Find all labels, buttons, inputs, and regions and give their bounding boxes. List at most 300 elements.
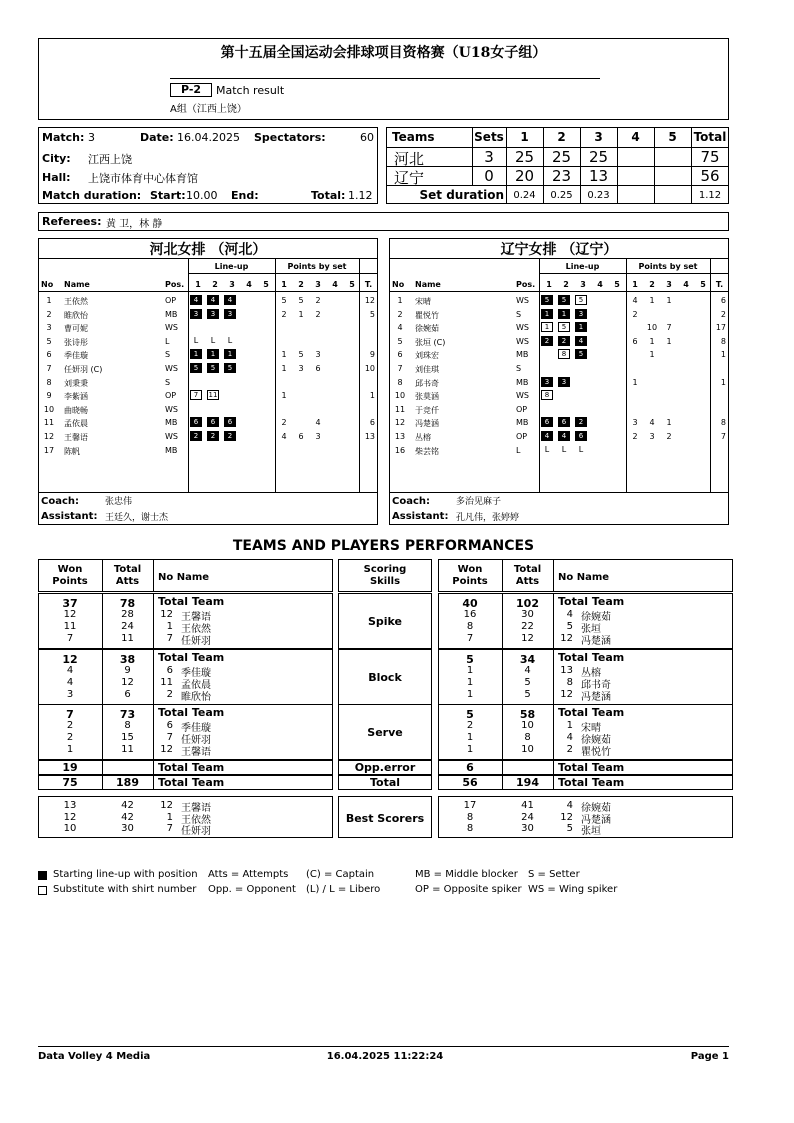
legend-atts: Atts = Attempts: [208, 869, 289, 880]
score-col-divider: [617, 186, 618, 204]
substitute-box: L: [544, 444, 550, 454]
roster-col-divider: [539, 258, 540, 492]
player-position: WS: [165, 364, 178, 373]
roster-title-divider: [389, 258, 729, 259]
player-number: 11: [43, 418, 55, 428]
player-name: 宋晴: [581, 723, 601, 734]
starting-position-box: 3: [190, 309, 202, 319]
player-number: 2: [397, 309, 403, 319]
lineup-set-header: 5: [263, 280, 269, 289]
points-per-set: 3: [632, 418, 638, 428]
set-duration: 0.25: [550, 190, 573, 201]
start-value: 10.00: [186, 189, 218, 202]
player-won: 7: [466, 633, 474, 645]
player-number: 11: [394, 404, 406, 414]
best-atts: 30: [521, 823, 534, 834]
left-opp-error: 19: [62, 761, 78, 774]
perf-col-divider: [553, 775, 554, 790]
player-number: 1: [46, 296, 52, 305]
player-name: 徐婉茹: [581, 612, 611, 623]
player-number: 10: [43, 404, 55, 414]
points-per-set: 3: [315, 350, 321, 360]
right-team-won: 5: [466, 653, 474, 666]
player-atts: 4: [524, 665, 531, 676]
roster-coach-divider: [389, 492, 729, 493]
best-atts: 41: [521, 800, 534, 811]
left-total-team-label: Total Team: [158, 595, 225, 608]
left-total-atts: 189: [116, 776, 139, 789]
player-name: 徐婉茹: [415, 324, 439, 334]
points-set-header: 4: [332, 280, 338, 289]
left-team-atts: 38: [119, 653, 136, 666]
player-name: 瞿悦竹: [415, 310, 439, 320]
starting-position-box: 5: [190, 363, 202, 373]
starting-position-box: 5: [207, 363, 219, 373]
player-number: 8: [566, 677, 573, 689]
player-number: 8: [397, 377, 403, 387]
player-name: 张莫涵: [415, 392, 439, 402]
substitute-box: 8: [541, 390, 553, 400]
left-total-team-label: Total Team: [158, 776, 225, 789]
player-atts: 11: [121, 744, 134, 756]
coach-name: 张忠伟: [105, 497, 133, 507]
player-position: WS: [516, 336, 529, 346]
points-set-header: 2: [649, 280, 655, 289]
player-name: 曲晓畅: [64, 405, 88, 415]
roster-col-divider: [275, 258, 276, 492]
player-position: OP: [165, 296, 177, 305]
player-number: 7: [166, 633, 173, 645]
performances-title: TEAMS AND PLAYERS PERFORMANCES: [232, 538, 535, 554]
right-total-team-label: Total Team: [558, 761, 625, 774]
opp-error-label: Opp.error: [354, 761, 416, 774]
player-total: 8: [720, 336, 726, 346]
player-name: 邱书奇: [581, 680, 611, 692]
no-header: No: [41, 280, 54, 289]
player-won: 11: [63, 621, 77, 633]
player-name: 睢欣怡: [181, 692, 211, 704]
match-date: 16.04.2025: [177, 131, 240, 144]
score-sets: 0: [484, 167, 494, 185]
roster-subheader-divider: [539, 273, 729, 274]
total-label: Total:: [311, 189, 346, 202]
best-number: 12: [560, 811, 573, 823]
best-won: 8: [466, 823, 474, 834]
player-position: MB: [165, 445, 178, 455]
score-total: 56: [700, 167, 720, 185]
best-atts: 30: [121, 823, 134, 834]
footer-line: [38, 1046, 729, 1047]
best-name: 任妍羽: [181, 826, 211, 837]
starting-position-box: 1: [224, 349, 236, 359]
player-won: 1: [466, 689, 474, 701]
player-number: 12: [560, 633, 573, 645]
assistant-name: 孔凡伟，张婷婷: [456, 513, 520, 523]
best-name: 徐婉茹: [581, 803, 611, 814]
name-header: Name: [64, 280, 90, 289]
player-name: 陈帆: [64, 446, 80, 456]
best-number: 4: [566, 800, 573, 811]
pool-name: A组（江西上饶）: [170, 104, 247, 115]
player-atts: 10: [521, 720, 534, 731]
date-label: Date:: [140, 131, 174, 144]
score-header: Teams: [392, 130, 435, 144]
substitute-box: L: [227, 335, 233, 345]
best-name: 张垣: [581, 826, 601, 837]
starting-position-box: 3: [207, 309, 219, 319]
player-number: 12: [43, 432, 55, 441]
player-total: 12: [364, 296, 375, 305]
team-title: 河北女排 （河北）: [149, 242, 267, 258]
player-position: OP: [516, 404, 528, 414]
player-atts: 6: [124, 689, 131, 701]
substitute-box: 8: [558, 349, 570, 359]
coach-label: Coach:: [392, 496, 431, 507]
roster-subheader-divider: [188, 273, 378, 274]
best-won: 13: [63, 800, 77, 811]
starting-position-box: 4: [575, 336, 587, 346]
player-position: WS: [516, 323, 529, 333]
referees-label: Referees:: [42, 215, 102, 228]
starting-position-box: 3: [558, 377, 570, 387]
score-total: 75: [700, 148, 720, 166]
player-won: 1: [66, 744, 74, 756]
player-name: 张垣: [581, 624, 601, 636]
roster-col-divider: [359, 258, 360, 492]
starting-position-box: 2: [541, 336, 553, 346]
points-per-set: 1: [281, 364, 287, 373]
starting-position-box: 2: [224, 431, 236, 441]
right-total-team-label: Total Team: [558, 706, 625, 719]
player-name: 冯楚涵: [415, 419, 439, 429]
best-scorers-label: Best Scorers: [345, 812, 425, 825]
player-total: 2: [720, 309, 726, 319]
player-name: 任妍羽: [181, 636, 211, 648]
player-number: 4: [566, 609, 573, 620]
city-value: 江西上饶: [88, 153, 132, 166]
player-position: L: [516, 445, 521, 455]
perf-col-divider: [553, 649, 554, 705]
legend-sub-swatch: [38, 886, 47, 895]
left-atts-header: Total Atts: [113, 564, 142, 587]
t-header: T.: [364, 280, 373, 289]
player-number: 2: [166, 689, 173, 701]
points-per-set: 7: [666, 323, 672, 333]
player-won: 4: [66, 665, 74, 676]
perf-col-divider: [153, 704, 154, 760]
substitute-box: L: [210, 335, 216, 345]
points-per-set: 2: [315, 309, 321, 319]
match-number: 3: [88, 131, 95, 144]
lineup-set-header: 4: [597, 280, 603, 289]
player-position: S: [516, 364, 522, 373]
city-label: City:: [42, 152, 71, 165]
starting-position-box: 5: [558, 295, 570, 305]
player-atts: 22: [521, 621, 534, 633]
player-won: 7: [66, 633, 74, 645]
player-total: 6: [369, 418, 375, 428]
player-total: 1: [720, 350, 726, 360]
score-s1: 25: [514, 148, 535, 166]
best-won: 10: [63, 823, 77, 834]
left-won-header: Won Points: [52, 564, 88, 587]
player-position: MB: [165, 309, 178, 319]
points-per-set: 1: [649, 336, 655, 346]
player-name: 刘佳琪: [415, 365, 439, 374]
roster-header-divider: [389, 291, 729, 292]
legend-mb: MB = Middle blocker: [415, 869, 518, 880]
set-duration: 0.24: [513, 190, 536, 201]
player-name: 王馨语: [64, 433, 88, 442]
points-set-header: 5: [349, 280, 355, 289]
starting-position-box: 5: [541, 295, 553, 305]
best-won: 17: [463, 800, 477, 811]
hall-label: Hall:: [42, 171, 71, 184]
coach-label: Coach:: [41, 496, 80, 507]
player-name: 曹可妮: [64, 324, 88, 334]
best-atts: 42: [121, 811, 134, 823]
points-per-set: 2: [632, 432, 638, 441]
starting-position-box: 5: [224, 363, 236, 373]
lineup-header: Line-up: [214, 262, 249, 271]
right-team-won: 40: [462, 597, 478, 610]
assistant-label: Assistant:: [392, 511, 449, 522]
player-position: WS: [165, 323, 178, 333]
player-name: 丛榕: [415, 433, 431, 442]
player-name: 宋晴: [415, 297, 431, 306]
starting-position-box: 4: [224, 295, 236, 305]
player-name: 瞿悦竹: [581, 747, 611, 759]
starting-position-box: 6: [224, 417, 236, 427]
roster-col-divider: [710, 258, 711, 492]
substitute-box: 1: [541, 322, 553, 332]
substitute-box: 11: [208, 391, 218, 400]
player-name: 徐婉茹: [581, 735, 611, 747]
footer-left: Data Volley 4 Media: [38, 1051, 151, 1062]
player-name: 王依然: [181, 624, 211, 636]
left-team-won: 37: [62, 597, 78, 610]
points-set-header: 4: [683, 280, 689, 289]
legend-sub: Substitute with shirt number: [53, 884, 197, 895]
perf-col-divider: [502, 760, 503, 775]
legend-start: Starting line-up with position: [53, 869, 198, 880]
roster-coach-divider: [38, 492, 378, 493]
lineup-set-header: 1: [195, 280, 201, 289]
player-total: 10: [364, 364, 375, 373]
lineup-set-header: 2: [212, 280, 218, 289]
roster-title-divider: [38, 258, 378, 259]
player-number: 6: [166, 720, 173, 731]
player-name: 王依然: [64, 297, 88, 306]
starting-position-box: 5: [575, 349, 587, 359]
player-atts: 9: [124, 665, 131, 676]
right-total-team-label: Total Team: [558, 595, 625, 608]
score-s3: 13: [588, 167, 609, 185]
player-name: 王馨语: [181, 612, 211, 623]
player-number: 5: [566, 621, 573, 633]
points-per-set: 5: [298, 296, 304, 305]
footer-timestamp: 16.04.2025 11:22:24: [326, 1051, 444, 1062]
starting-position-box: 6: [207, 417, 219, 427]
total-value: 1.12: [348, 189, 373, 202]
right-total-won: 56: [462, 776, 478, 789]
player-won: 4: [66, 677, 74, 689]
score-header: 1: [520, 130, 529, 144]
spectators-label: Spectators:: [254, 131, 326, 144]
player-name: 刘珠宏: [415, 351, 439, 361]
best-name: 冯楚涵: [581, 814, 611, 826]
player-position: WS: [165, 404, 178, 414]
player-atts: 10: [521, 744, 534, 756]
referees-names: 黄 卫，林 静: [106, 219, 163, 230]
player-atts: 15: [121, 732, 134, 744]
player-atts: 5: [524, 677, 531, 689]
lineup-set-header: 3: [580, 280, 586, 289]
player-position: L: [165, 336, 170, 346]
right-team-atts: 58: [519, 708, 536, 721]
player-number: 6: [397, 350, 403, 360]
scoring-skills-header: Scoring Skills: [363, 564, 407, 587]
player-position: OP: [516, 432, 528, 441]
points-per-set: 2: [281, 418, 287, 428]
player-number: 9: [46, 391, 52, 401]
player-position: S: [516, 309, 522, 319]
points-per-set: 1: [281, 391, 287, 401]
total-duration: 1.12: [698, 190, 722, 201]
player-number: 1: [397, 296, 403, 305]
substitute-box: 5: [558, 322, 570, 332]
left-team-won: 12: [62, 653, 78, 666]
player-number: 1: [566, 720, 573, 731]
best-atts: 24: [521, 811, 534, 823]
skill-name: Serve: [367, 726, 403, 739]
lineup-set-header: 2: [563, 280, 569, 289]
player-number: 7: [397, 364, 403, 373]
player-position: WS: [516, 391, 529, 401]
points-set-header: 1: [632, 280, 638, 289]
points-per-set: 4: [649, 418, 655, 428]
player-name: 孟依晨: [181, 680, 211, 692]
skill-name: Spike: [367, 615, 403, 628]
player-name: 张垣 (C): [415, 337, 446, 347]
player-number: 7: [166, 732, 173, 744]
player-number: 5: [397, 336, 403, 346]
points-per-set: 2: [281, 309, 287, 319]
player-won: 8: [466, 621, 474, 633]
player-number: 12: [560, 689, 573, 701]
player-number: 12: [394, 418, 406, 428]
points-per-set: 1: [649, 350, 655, 360]
roster-header-divider: [38, 291, 378, 292]
best-name: 王馨语: [181, 803, 211, 814]
perf-col-divider: [553, 760, 554, 775]
player-number: 11: [160, 677, 173, 689]
points-per-set: 1: [281, 350, 287, 360]
t-header: T.: [715, 280, 724, 289]
player-name: 孟依晨: [64, 419, 88, 429]
points-per-set: 6: [315, 364, 321, 373]
right-team-atts: 34: [519, 653, 536, 666]
right-team-atts: 102: [516, 597, 539, 610]
left-total-won: 75: [62, 776, 78, 789]
player-number: 12: [160, 609, 173, 620]
score-s2: 25: [551, 148, 572, 166]
starting-position-box: 6: [190, 417, 202, 427]
player-total: 1: [369, 391, 375, 401]
perf-col-divider: [153, 593, 154, 649]
starting-position-box: 6: [558, 417, 570, 427]
substitute-box: L: [561, 444, 567, 454]
points-by-set-header: Points by set: [287, 262, 347, 271]
player-won: 3: [66, 689, 74, 701]
points-per-set: 5: [281, 296, 287, 305]
substitute-box: 5: [575, 295, 587, 305]
starting-position-box: 2: [207, 431, 219, 441]
right-team-won: 5: [466, 708, 474, 721]
player-name: 李紫涵: [64, 392, 88, 402]
player-name: 季佳璇: [181, 723, 211, 734]
lineup-set-header: 4: [246, 280, 252, 289]
player-total: 17: [715, 323, 726, 333]
best-number: 5: [566, 823, 573, 834]
spectators-value: 60: [360, 131, 374, 144]
perf-col-divider: [553, 559, 554, 592]
player-position: MB: [516, 418, 529, 428]
duration-label: Match duration:: [42, 189, 142, 202]
points-per-set: 4: [632, 296, 638, 305]
title-underline: [170, 78, 600, 79]
player-number: 5: [46, 336, 52, 346]
lineup-header: Line-up: [565, 262, 600, 271]
player-total: 6: [720, 296, 726, 305]
starting-position-box: 1: [190, 349, 202, 359]
player-atts: 8: [124, 720, 131, 731]
player-won: 12: [63, 609, 77, 620]
points-per-set: 1: [666, 296, 672, 305]
player-number: 7: [46, 364, 52, 373]
score-header: Total: [693, 130, 727, 144]
score-header: 4: [631, 130, 640, 144]
player-atts: 12: [521, 633, 534, 645]
start-label: Start:: [150, 189, 186, 202]
right-total-team-label: Total Team: [558, 651, 625, 664]
player-won: 1: [466, 732, 474, 744]
lineup-set-header: 1: [546, 280, 552, 289]
player-won: 2: [66, 720, 74, 731]
player-won: 1: [466, 665, 474, 676]
points-per-set: 4: [281, 432, 287, 441]
perf-col-divider: [153, 559, 154, 592]
starting-position-box: 3: [224, 309, 236, 319]
player-won: 16: [463, 609, 477, 620]
starting-position-box: 4: [558, 431, 570, 441]
points-per-set: 2: [666, 432, 672, 441]
points-per-set: 2: [315, 296, 321, 305]
score-s2: 23: [551, 167, 572, 185]
player-number: 8: [46, 377, 52, 387]
right-total-team-label: Total Team: [558, 776, 625, 789]
player-name: 王馨语: [181, 747, 211, 759]
legend-libero: (L) / L = Libero: [306, 884, 381, 895]
player-number: 4: [397, 323, 403, 333]
starting-position-box: 1: [575, 322, 587, 332]
player-name: 丛榕: [581, 668, 601, 679]
player-atts: 8: [524, 732, 531, 744]
player-position: MB: [516, 377, 529, 387]
starting-position-box: 3: [541, 377, 553, 387]
points-per-set: 3: [298, 364, 304, 373]
assistant-label: Assistant:: [41, 511, 98, 522]
